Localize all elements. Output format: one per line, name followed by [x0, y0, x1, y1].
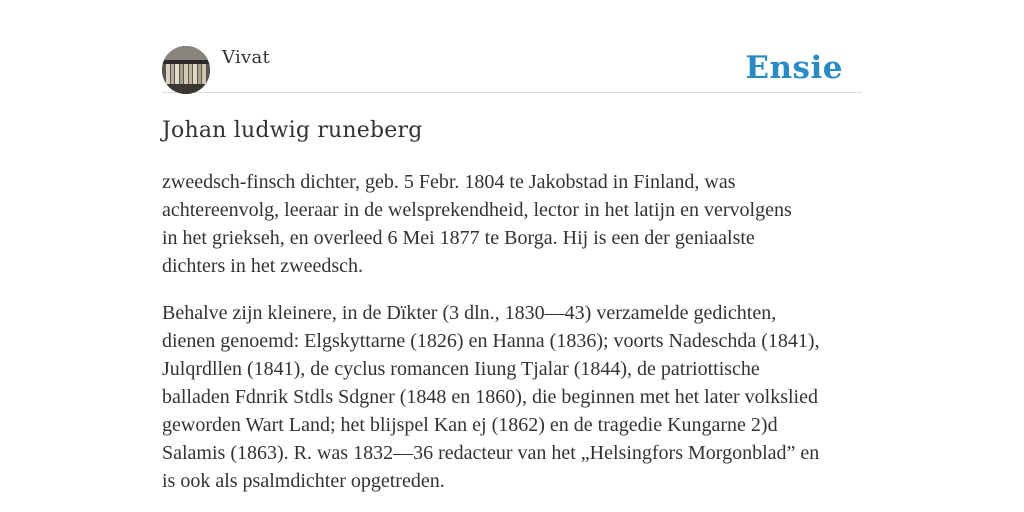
paragraph-line: dichters in het zweedsch.	[162, 255, 364, 277]
paragraph-line: Julqrdllen (1841), de cyclus romancen Iiung Tjalar (1844), de patriottische	[162, 358, 760, 380]
author-avatar[interactable]	[162, 46, 210, 94]
paragraph-line: Salamis (1863). R. was 1832—36 redacteur van het „Helsingfors Morgonblad” en	[162, 442, 820, 464]
article-container	[162, 44, 862, 492]
paragraph-line: zweedsch-finsch dichter, geb. 5 Febr. 1804 te Jakobstad in Finland, was	[162, 171, 736, 193]
article-paragraph-1	[162, 168, 792, 280]
paragraph-line: Behalve zijn kleinere, in de Dïkter (3 dln., 1830—43) verzamelde gedichten,	[162, 302, 777, 324]
article-paragraph-2	[162, 299, 820, 495]
paragraph-line: achtereenvolg, leeraar in de welsprekendheid, lector in het latijn en vervolgens	[162, 199, 792, 221]
ensie-logo[interactable]: Ensie	[745, 50, 843, 86]
paragraph-line: dienen genoemd: Elgskyttarne (1826) en Hanna (1836); voorts Nadeschda (1841),	[162, 330, 820, 352]
paragraph-line: balladen Fdnrik Stdls Sdgner (1848 en 1860), die beginnen met het later volkslied	[162, 386, 818, 408]
page-title: Johan ludwig runeberg	[162, 118, 423, 143]
books-icon	[162, 46, 210, 94]
author-name[interactable]: Vivat	[222, 47, 271, 68]
header	[162, 44, 862, 93]
paragraph-line: is ook als psalmdichter opgetreden.	[162, 470, 445, 492]
paragraph-line: in het griekseh, en overleed 6 Mei 1877 te Borga. Hij is een der geniaalste	[162, 227, 755, 249]
paragraph-line: geworden Wart Land; het blijspel Kan ej (1862) en de tragedie Kungarne 2)d	[162, 414, 778, 436]
